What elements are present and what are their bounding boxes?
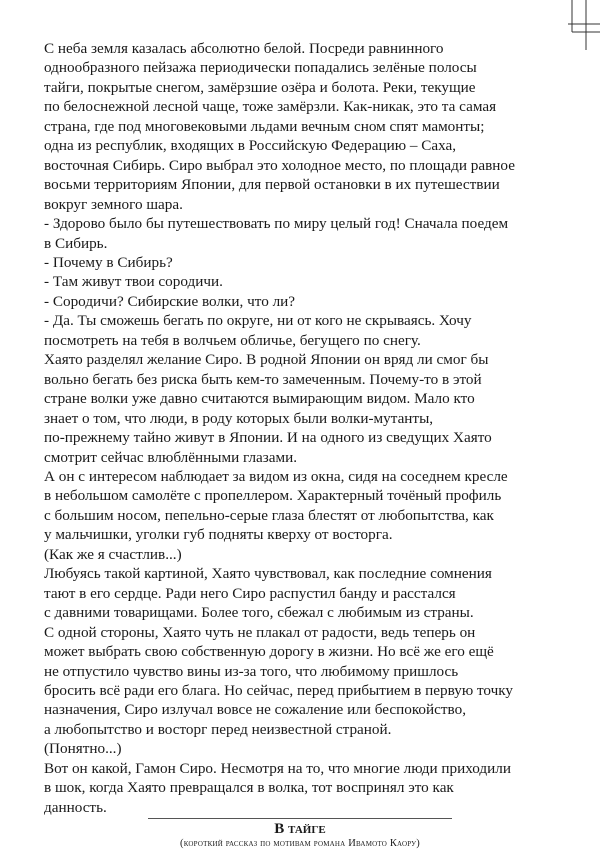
story-text (44, 39, 574, 817)
text-line: знает о том, что люди, в роду которых были волки-мутанты, (44, 409, 434, 427)
text-line: - Да. Ты сможешь бегать по округе, ни от кого не скрываясь. Хочу (44, 312, 472, 330)
text-line: смотрит сейчас влюблёнными глазами. (44, 448, 298, 466)
text-line: страна, где под многовековыми льдами вечным сном спят мамонты; (44, 117, 485, 135)
text-line: в Сибирь. (44, 234, 108, 252)
text-line: с большим носом, пепельно-серые глаза блестят от любопытства, как (44, 506, 494, 524)
text-line: тайги, покрытые снегом, замёрзшие озёра и болота. Реки, текущие (44, 78, 476, 96)
text-line: в небольшом самолёте с пропеллером. Характерный точёный профиль (44, 487, 502, 505)
text-line: восьми территориям Японии, для первой остановки в их путешествии (44, 176, 500, 194)
text-line: - Здорово было бы путешествовать по миру целый год! Сначала поедем (44, 215, 509, 233)
text-line: вольно бегать без риска быть кем-то замеченным. Почему-то в этой (44, 370, 482, 388)
text-line: - Почему в Сибирь? (44, 253, 173, 271)
text-line: может выбрать свою собственную дорогу в жизни. Но всё же его ещё (44, 643, 494, 661)
text-line: стране волки уже давно считаются вымирающим видом. Мало кто (44, 390, 475, 408)
text-line: с давними товарищами. Более того, сбежал с любимым из страны. (44, 604, 474, 622)
text-line: одна из республик, входящих в Российскую Федерацию – Саха, (44, 137, 457, 155)
text-line: по-прежнему тайно живут в Японии. И на одного из сведущих Хаято (44, 429, 492, 447)
text-line: не отпустило чувство вины из-за того, что любимому пришлось (44, 662, 459, 680)
text-line: вокруг земного шара. (44, 195, 183, 213)
text-line: Хаято разделял желание Сиро. В родной Японии он вряд ли смог бы (44, 351, 489, 369)
text-line: С неба земля казалась абсолютно белой. Посреди равнинного (44, 40, 444, 57)
footer-subtitle: (короткий рассказ по мотивам романа Ивамото Каору) (180, 838, 420, 849)
text-line: - Сородичи? Сибирские волки, что ли? (44, 292, 296, 310)
page-footer (0, 818, 600, 850)
text-line: (Понятно...) (44, 740, 122, 758)
text-line: - Там живут твои сородичи. (44, 273, 223, 291)
text-line: Вот он какой, Гамон Сиро. Несмотря на то, что многие люди приходили (44, 759, 511, 777)
text-line: а любопытство и восторг перед неизвестной страной. (44, 720, 392, 738)
text-line: тают в его сердце. Ради него Сиро распустил банду и расстался (44, 584, 456, 602)
text-line: бросить всё ради его блага. Но сейчас, перед прибытием в первую точку (44, 681, 514, 699)
text-line: восточная Сибирь. Сиро выбрал это холодное место, по площади равное (44, 156, 515, 174)
footer-title: В тайге (274, 821, 326, 837)
text-line: посмотреть на тебя в волчьем обличье, бегущего по снегу. (44, 331, 421, 349)
text-line: Любуясь такой картиной, Хаято чувствовал, как последние сомнения (44, 565, 492, 583)
text-line: С одной стороны, Хаято чуть не плакал от радости, ведь теперь он (44, 623, 476, 641)
text-line: у мальчишки, уголки губ подняты кверху от восторга. (44, 526, 393, 544)
text-line: по белоснежной лесной чаще, тоже замёрзли. Как-никак, это та самая (44, 98, 497, 116)
text-line: данность. (44, 798, 107, 816)
text-line: в шок, когда Хаято превращался в волка, тот воспринял это как (44, 779, 454, 797)
text-line: (Как же я счастлив...) (44, 545, 182, 563)
text-line: назначения, Сиро излучал вовсе не сожаление или беспокойство, (44, 701, 466, 719)
text-line: однообразного пейзажа периодически попадались зелёные полосы (44, 59, 477, 77)
text-line: А он с интересом наблюдает за видом из окна, сидя на соседнем кресле (44, 467, 508, 485)
footer-divider (148, 818, 452, 819)
